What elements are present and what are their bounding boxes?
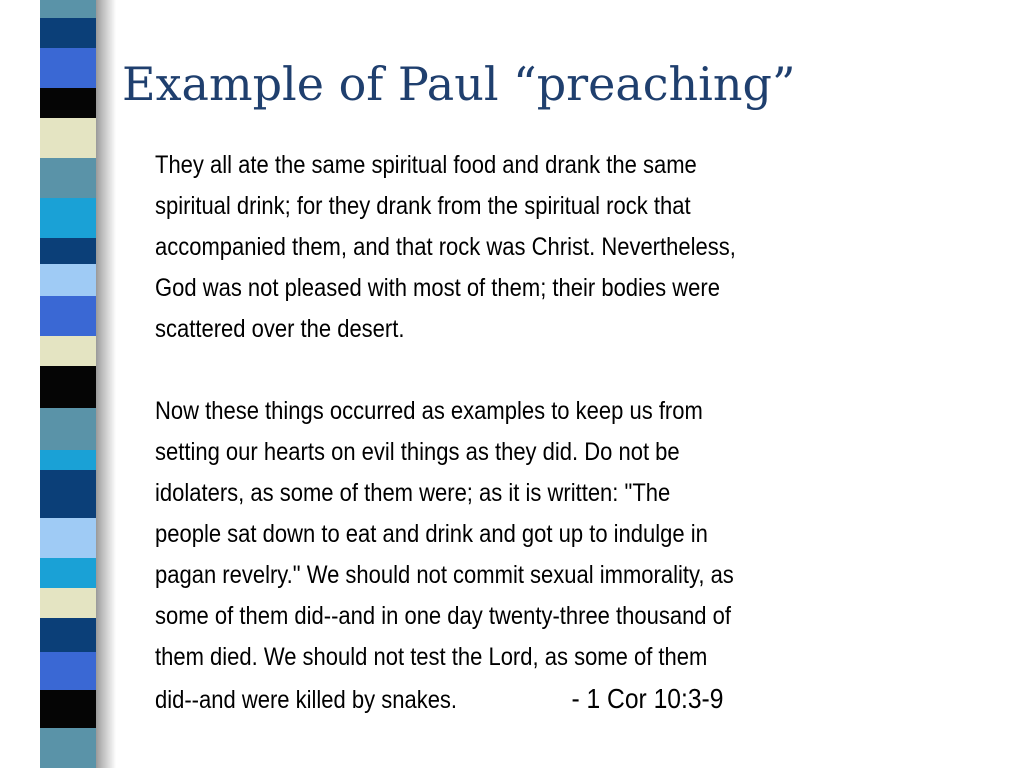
- scripture-paragraph-1: They all ate the same spiritual food and drank the same spiritual drink; for they drank from the spiritual rock that accompanied them, and that rock was Christ. Nevertheless, God was not pleased with most of them; their bodies were scattered over the desert.: [155, 151, 736, 343]
- stripe-block: [40, 0, 96, 18]
- stripe-block: [40, 652, 96, 690]
- scripture-citation: - 1 Cor 10:3-9: [571, 683, 724, 714]
- stripe-block: [40, 690, 96, 728]
- stripe-block: [40, 264, 96, 296]
- stripe-block: [40, 558, 96, 588]
- stripe-block: [40, 88, 96, 118]
- stripe-block: [40, 588, 96, 618]
- stripe-block: [40, 296, 96, 336]
- stripe-block: [40, 366, 96, 408]
- stripe-block: [40, 238, 96, 264]
- stripe-block: [40, 408, 96, 450]
- stripe-block: [40, 48, 96, 88]
- stripe-block: [40, 118, 96, 158]
- stripe-block: [40, 198, 96, 238]
- stripe-block: [40, 450, 96, 470]
- paragraph-spacer: [155, 350, 850, 391]
- stripe-shadow: [94, 0, 116, 768]
- slide-body: [155, 145, 850, 721]
- stripe-block: [40, 728, 96, 768]
- scripture-paragraph-2: Now these things occurred as examples to keep us from setting our hearts on evil things as they did. Do not be idolaters, as some of them were; as it is written: "The people sat down to eat and drink and got up to indulge in pagan revelry." We should not commit sexual immorality, as some of them did--and in one day twenty-three thousand of them died. We should not test the Lord, as some of them did--and were killed by snakes.: [155, 397, 734, 714]
- stripe-block: [40, 518, 96, 558]
- scripture-paragraph-2-wrapper: [155, 391, 850, 721]
- stripe-block: [40, 470, 96, 518]
- stripe-block: [40, 618, 96, 652]
- stripe-block: [40, 18, 96, 48]
- stripe-block: [40, 336, 96, 366]
- stripe-block: [40, 158, 96, 198]
- decorative-stripe: [40, 0, 96, 768]
- slide-title: Example of Paul “preaching”: [122, 57, 796, 111]
